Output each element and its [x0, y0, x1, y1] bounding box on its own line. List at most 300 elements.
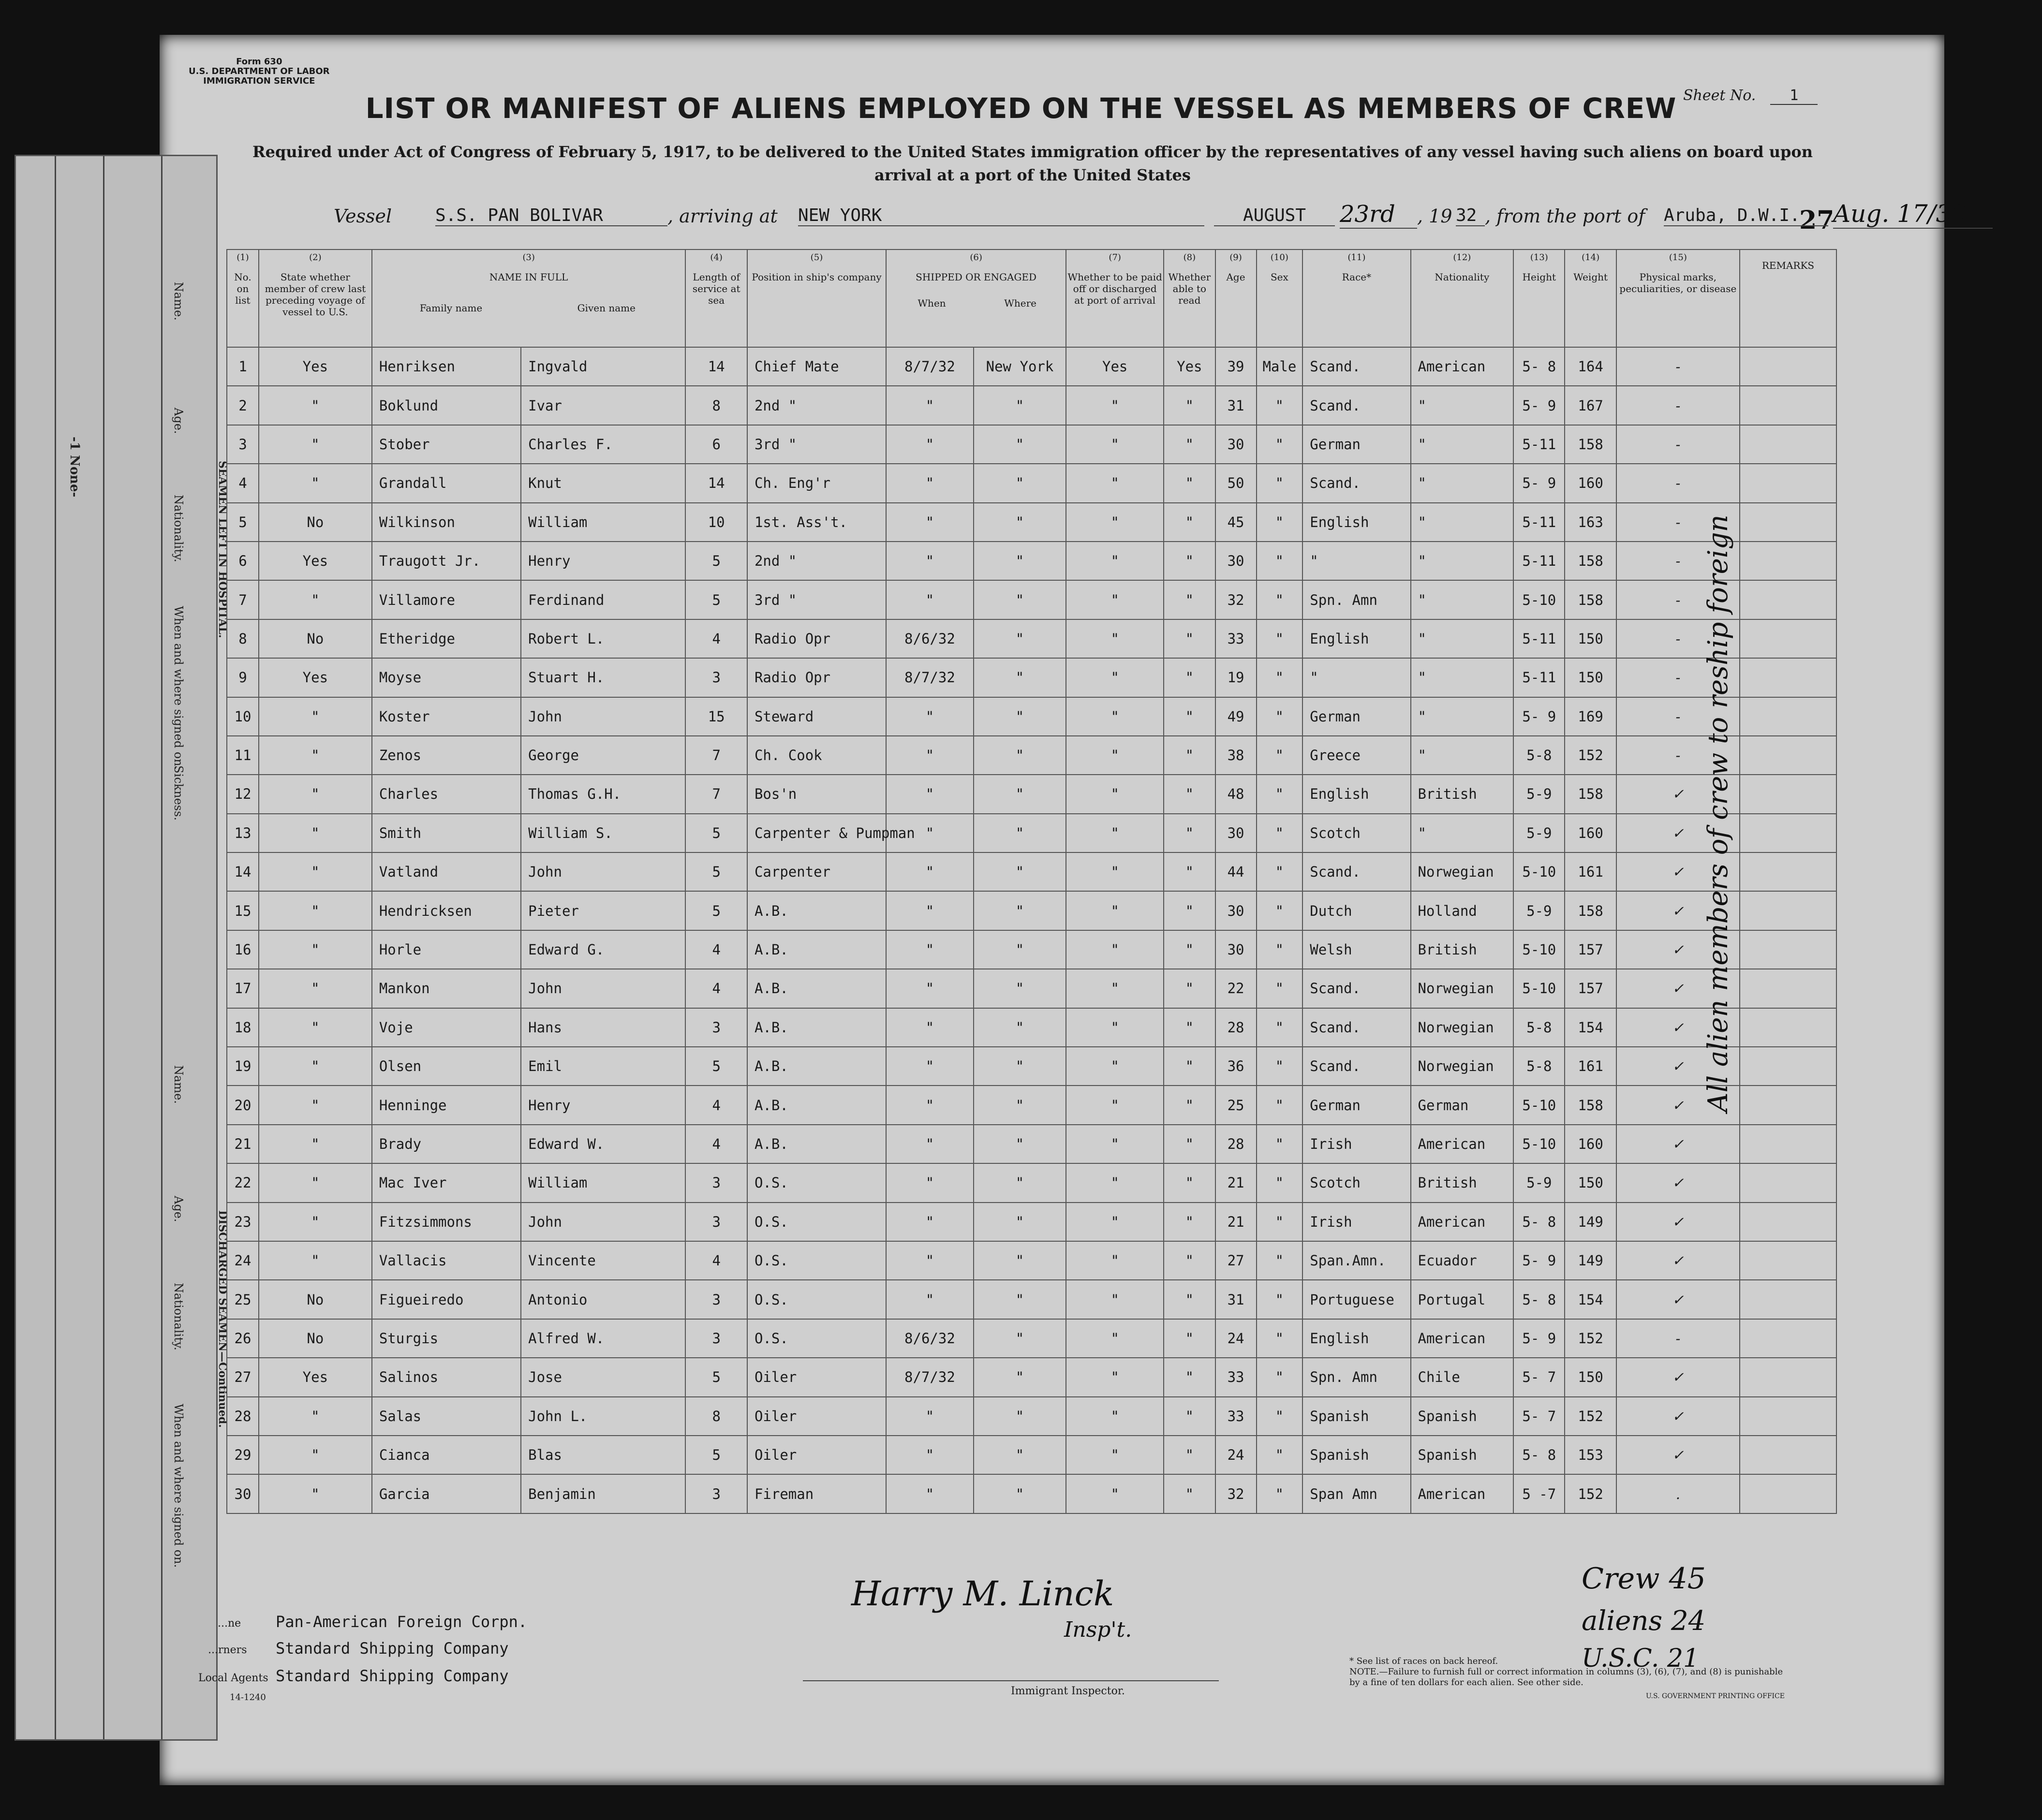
cell-shipped-where: " [974, 1436, 1066, 1474]
cell-family-name: Etheridge [372, 619, 521, 658]
cell-shipped-when: " [886, 1086, 974, 1124]
cell-sex: " [1257, 386, 1303, 425]
charterers-label: ...rners [208, 1644, 247, 1656]
cell-paid-off: Yes [1066, 347, 1164, 386]
cell-height: 5- 9 [1513, 697, 1565, 736]
cell-remarks [1740, 619, 1836, 658]
from-port-label: , from the port of [1485, 205, 1645, 227]
cell-shipped-when: 8/7/32 [886, 1358, 974, 1396]
cell-paid-off: " [1066, 1436, 1164, 1474]
fold-label-nationality: Nationality. [172, 495, 185, 562]
cell-age: 30 [1215, 425, 1257, 464]
cell-remarks [1740, 1474, 1836, 1513]
cell-given-name: Knut [521, 464, 685, 502]
cell-nationality: " [1411, 464, 1514, 502]
fold-label-name: Name. [172, 282, 185, 321]
cell-position: O.S. [747, 1319, 886, 1358]
table-row [227, 1203, 1836, 1241]
cell-age: 50 [1215, 464, 1257, 502]
cell-nationality: Norwegian [1411, 1008, 1514, 1047]
cell-position: O.S. [747, 1280, 886, 1319]
cell-physical-marks: - [1616, 464, 1740, 502]
cell-nationality: " [1411, 542, 1514, 580]
cell-weight: 158 [1565, 580, 1616, 619]
cell-row-number: 30 [227, 1474, 259, 1513]
cell-shipped-when: " [886, 425, 974, 464]
cell-paid-off: " [1066, 969, 1164, 1008]
cell-physical-marks: ✓ [1616, 1086, 1740, 1124]
cell-paid-off: " [1066, 1086, 1164, 1124]
cell-age: 30 [1215, 542, 1257, 580]
table-row [227, 1397, 1836, 1436]
cell-age: 31 [1215, 386, 1257, 425]
crew-manifest-table [226, 249, 1837, 1514]
cell-weight: 157 [1565, 969, 1616, 1008]
cell-given-name: Charles F. [521, 425, 685, 464]
cell-shipped-when: " [886, 1163, 974, 1202]
cell-remarks [1740, 814, 1836, 852]
cell-physical-marks: - [1616, 736, 1740, 775]
cell-able-to-read: " [1164, 1086, 1215, 1124]
cell-age: 19 [1215, 658, 1257, 697]
cell-position: Ch. Cook [747, 736, 886, 775]
cell-age: 21 [1215, 1203, 1257, 1241]
cell-nationality: " [1411, 619, 1514, 658]
cell-prev-voyage: " [259, 1163, 372, 1202]
cell-shipped-where: " [974, 619, 1066, 658]
cell-race: English [1302, 1319, 1410, 1358]
cell-length-of-service: 8 [685, 386, 747, 425]
col-shipped: (6) SHIPPED OR ENGAGED When Where [886, 250, 1066, 347]
cell-age: 21 [1215, 1163, 1257, 1202]
cell-family-name: Hendricksen [372, 891, 521, 930]
cell-nationality: Holland [1411, 891, 1514, 930]
cell-row-number: 23 [227, 1203, 259, 1241]
cell-age: 32 [1215, 580, 1257, 619]
cell-age: 27 [1215, 1241, 1257, 1280]
cell-prev-voyage: No [259, 619, 372, 658]
cell-shipped-when: 8/6/32 [886, 1319, 974, 1358]
cell-race: Scand. [1302, 852, 1410, 891]
cell-length-of-service: 5 [685, 580, 747, 619]
cell-shipped-when: " [886, 1125, 974, 1163]
cell-length-of-service: 5 [685, 852, 747, 891]
cell-able-to-read: " [1164, 1280, 1215, 1319]
cell-height: 5- 9 [1513, 1319, 1565, 1358]
cell-weight: 154 [1565, 1280, 1616, 1319]
cell-position: O.S. [747, 1203, 886, 1241]
cell-race: " [1302, 542, 1410, 580]
cell-row-number: 5 [227, 503, 259, 542]
cell-row-number: 6 [227, 542, 259, 580]
cell-length-of-service: 3 [685, 1008, 747, 1047]
cell-family-name: Salinos [372, 1358, 521, 1396]
cell-prev-voyage: No [259, 1319, 372, 1358]
cell-row-number: 8 [227, 619, 259, 658]
cell-shipped-when: " [886, 1203, 974, 1241]
cell-age: 38 [1215, 736, 1257, 775]
cell-sex: " [1257, 425, 1303, 464]
cell-prev-voyage: " [259, 736, 372, 775]
cell-remarks [1740, 1280, 1836, 1319]
cell-family-name: Grandall [372, 464, 521, 502]
cell-able-to-read: " [1164, 542, 1215, 580]
cell-family-name: Mac Iver [372, 1163, 521, 1202]
cell-shipped-where: " [974, 580, 1066, 619]
cell-position: A.B. [747, 891, 886, 930]
cell-shipped-where: " [974, 658, 1066, 697]
sheet-number-value: 1 [1770, 87, 1818, 105]
cell-sex: " [1257, 852, 1303, 891]
cell-able-to-read: " [1164, 1047, 1215, 1086]
cell-shipped-when: " [886, 580, 974, 619]
cell-shipped-when: " [886, 1436, 974, 1474]
cell-physical-marks: ✓ [1616, 814, 1740, 852]
col-position: (5) Position in ship's company [747, 250, 886, 347]
cell-prev-voyage: Yes [259, 1358, 372, 1396]
cell-shipped-where: " [974, 814, 1066, 852]
cell-shipped-when: " [886, 464, 974, 502]
col-read: (8) Whether able to read [1164, 250, 1215, 347]
cell-given-name: Alfred W. [521, 1319, 685, 1358]
table-row [227, 697, 1836, 736]
cell-weight: 150 [1565, 658, 1616, 697]
col-marks: (15) Physical marks, peculiarities, or disease [1616, 250, 1740, 347]
cell-able-to-read: " [1164, 697, 1215, 736]
cell-position: 2nd " [747, 542, 886, 580]
cell-remarks [1740, 697, 1836, 736]
cell-length-of-service: 4 [685, 1086, 747, 1124]
cell-able-to-read: " [1164, 1436, 1215, 1474]
cell-physical-marks: - [1616, 542, 1740, 580]
inspector-label: Immigrant Inspector. [1011, 1685, 1125, 1697]
cell-family-name: Figueiredo [372, 1280, 521, 1319]
cell-nationality: " [1411, 580, 1514, 619]
cell-shipped-where: " [974, 1163, 1066, 1202]
cell-nationality: American [1411, 1474, 1514, 1513]
cell-family-name: Henninge [372, 1086, 521, 1124]
cell-length-of-service: 4 [685, 1241, 747, 1280]
cell-row-number: 24 [227, 1241, 259, 1280]
cell-remarks [1740, 1397, 1836, 1436]
cell-remarks [1740, 503, 1836, 542]
cell-length-of-service: 4 [685, 1125, 747, 1163]
col-race: (11) Race* [1302, 250, 1410, 347]
cell-family-name: Vatland [372, 852, 521, 891]
departure-date: Aug. 17/32 [1833, 200, 1993, 229]
cell-physical-marks: ✓ [1616, 1008, 1740, 1047]
cell-age: 31 [1215, 1280, 1257, 1319]
cell-position: Oiler [747, 1358, 886, 1396]
cell-prev-voyage: " [259, 775, 372, 813]
cell-race: Spn. Amn [1302, 580, 1410, 619]
cell-age: 22 [1215, 969, 1257, 1008]
cell-able-to-read: " [1164, 464, 1215, 502]
cell-row-number: 25 [227, 1280, 259, 1319]
cell-family-name: Horle [372, 930, 521, 969]
cell-nationality: " [1411, 386, 1514, 425]
tally-crew: Crew 45 [1582, 1562, 1706, 1596]
cell-age: 49 [1215, 697, 1257, 736]
inspector-signature: Harry M. Linck [851, 1574, 1114, 1614]
cell-sex: " [1257, 1203, 1303, 1241]
table-row [227, 542, 1836, 580]
cell-sex: " [1257, 1280, 1303, 1319]
table-row [227, 1125, 1836, 1163]
cell-family-name: Boklund [372, 386, 521, 425]
cell-given-name: Edward G. [521, 930, 685, 969]
cell-row-number: 28 [227, 1397, 259, 1436]
cell-nationality: Norwegian [1411, 852, 1514, 891]
cell-nationality: Portugal [1411, 1280, 1514, 1319]
cell-weight: 152 [1565, 1397, 1616, 1436]
cell-row-number: 26 [227, 1319, 259, 1358]
cell-sex: " [1257, 1163, 1303, 1202]
cell-position: 1st. Ass't. [747, 503, 886, 542]
cell-weight: 163 [1565, 503, 1616, 542]
cell-family-name: Cianca [372, 1436, 521, 1474]
cell-height: 5-10 [1513, 1125, 1565, 1163]
cell-length-of-service: 14 [685, 347, 747, 386]
cell-nationality: American [1411, 347, 1514, 386]
cell-race: Scand. [1302, 1047, 1410, 1086]
col-height: (13) Height [1513, 250, 1565, 347]
table-row [227, 386, 1836, 425]
footnote [1349, 1656, 1785, 1702]
cell-row-number: 4 [227, 464, 259, 502]
cell-physical-marks: ✓ [1616, 1358, 1740, 1396]
cell-age: 28 [1215, 1008, 1257, 1047]
cell-able-to-read: " [1164, 775, 1215, 813]
cell-nationality: Norwegian [1411, 969, 1514, 1008]
cell-length-of-service: 14 [685, 464, 747, 502]
cell-prev-voyage: " [259, 969, 372, 1008]
cell-weight: 154 [1565, 1008, 1616, 1047]
fold-section-discharged: DISCHARGED SEAMEN—Continued. [216, 1210, 229, 1428]
cell-shipped-when: " [886, 736, 974, 775]
cell-row-number: 14 [227, 852, 259, 891]
cell-prev-voyage: " [259, 1436, 372, 1474]
cell-able-to-read: " [1164, 1241, 1215, 1280]
table-row [227, 969, 1836, 1008]
cell-sex: " [1257, 1241, 1303, 1280]
cell-shipped-when: " [886, 542, 974, 580]
cell-sex: " [1257, 1474, 1303, 1513]
table-row [227, 464, 1836, 502]
cell-sex: " [1257, 542, 1303, 580]
cell-shipped-where: " [974, 930, 1066, 969]
vessel-label: Vessel [334, 205, 392, 227]
cell-shipped-where: " [974, 1125, 1066, 1163]
cell-remarks [1740, 1436, 1836, 1474]
cell-height: 5-8 [1513, 1047, 1565, 1086]
cell-prev-voyage: " [259, 1203, 372, 1241]
cell-remarks [1740, 542, 1836, 580]
cell-physical-marks: ✓ [1616, 891, 1740, 930]
cell-able-to-read: " [1164, 1474, 1215, 1513]
cell-paid-off: " [1066, 1319, 1164, 1358]
cell-weight: 149 [1565, 1203, 1616, 1241]
cell-paid-off: " [1066, 736, 1164, 775]
form-service: IMMIGRATION SERVICE [203, 76, 315, 86]
cell-position: Oiler [747, 1397, 886, 1436]
cell-physical-marks: ✓ [1616, 969, 1740, 1008]
cell-able-to-read: " [1164, 425, 1215, 464]
cell-height: 5- 7 [1513, 1397, 1565, 1436]
cell-shipped-when: 8/7/32 [886, 658, 974, 697]
cell-family-name: Henriksen [372, 347, 521, 386]
cell-race: English [1302, 503, 1410, 542]
cell-height: 5-11 [1513, 503, 1565, 542]
cell-remarks [1740, 930, 1836, 969]
cell-remarks [1740, 1008, 1836, 1047]
cell-age: 48 [1215, 775, 1257, 813]
cell-remarks [1740, 775, 1836, 813]
cell-position: 2nd " [747, 386, 886, 425]
cell-sex: " [1257, 1358, 1303, 1396]
cell-height: 5-11 [1513, 425, 1565, 464]
cell-able-to-read: " [1164, 736, 1215, 775]
cell-race: Scotch [1302, 814, 1410, 852]
form-header [189, 57, 330, 86]
cell-race: English [1302, 619, 1410, 658]
fold-label-signed-on: When and where signed on. [172, 606, 185, 770]
cell-physical-marks: - [1616, 347, 1740, 386]
cell-row-number: 11 [227, 736, 259, 775]
cell-row-number: 19 [227, 1047, 259, 1086]
cell-shipped-where: " [974, 425, 1066, 464]
cell-shipped-where: " [974, 464, 1066, 502]
printer-credit: U.S. GOVERNMENT PRINTING OFFICE [1646, 1692, 1785, 1700]
cell-physical-marks: ✓ [1616, 852, 1740, 891]
cell-shipped-where: " [974, 1319, 1066, 1358]
cell-physical-marks: - [1616, 503, 1740, 542]
cell-shipped-when: " [886, 1280, 974, 1319]
cell-given-name: Jose [521, 1358, 685, 1396]
cell-shipped-where: " [974, 1241, 1066, 1280]
agents-name: Standard Shipping Company [276, 1667, 509, 1685]
cell-prev-voyage: No [259, 503, 372, 542]
cell-row-number: 12 [227, 775, 259, 813]
cell-prev-voyage: " [259, 697, 372, 736]
cell-shipped-when: " [886, 891, 974, 930]
cell-shipped-where: " [974, 1280, 1066, 1319]
voyage-line [252, 200, 1967, 230]
cell-family-name: Brady [372, 1125, 521, 1163]
cell-given-name: Henry [521, 542, 685, 580]
table-row [227, 1008, 1836, 1047]
cell-nationality: American [1411, 1319, 1514, 1358]
fold-label-sickness: Sickness. [172, 765, 185, 821]
cell-length-of-service: 7 [685, 736, 747, 775]
cell-sex: " [1257, 1397, 1303, 1436]
cell-age: 36 [1215, 1047, 1257, 1086]
cell-given-name: Robert L. [521, 619, 685, 658]
cell-shipped-when: " [886, 1241, 974, 1280]
owner-name: Pan-American Foreign Corpn. [276, 1613, 528, 1631]
cell-row-number: 16 [227, 930, 259, 969]
year-prefix: , 19 [1417, 205, 1452, 227]
col-weight: (14) Weight [1565, 250, 1616, 347]
cell-shipped-where: " [974, 1358, 1066, 1396]
cell-paid-off: " [1066, 697, 1164, 736]
col-no: (1) No. on list [227, 250, 259, 347]
cell-able-to-read: " [1164, 580, 1215, 619]
cell-weight: 167 [1565, 386, 1616, 425]
cell-able-to-read: Yes [1164, 347, 1215, 386]
cell-given-name: Blas [521, 1436, 685, 1474]
cell-race: Scand. [1302, 464, 1410, 502]
cell-shipped-when: 8/7/32 [886, 347, 974, 386]
col-age: (9) Age [1215, 250, 1257, 347]
cell-paid-off: " [1066, 1474, 1164, 1513]
table-row [227, 619, 1836, 658]
cell-height: 5-9 [1513, 775, 1565, 813]
cell-prev-voyage: " [259, 930, 372, 969]
table-row [227, 1280, 1836, 1319]
cell-height: 5- 9 [1513, 1241, 1565, 1280]
cell-paid-off: " [1066, 1280, 1164, 1319]
cell-position: A.B. [747, 1125, 886, 1163]
cell-sex: Male [1257, 347, 1303, 386]
cell-physical-marks: ✓ [1616, 1163, 1740, 1202]
cell-paid-off: " [1066, 814, 1164, 852]
cell-shipped-where: " [974, 503, 1066, 542]
table-header-row [227, 250, 1836, 347]
cell-position: O.S. [747, 1241, 886, 1280]
cell-sex: " [1257, 580, 1303, 619]
fold-section-hospital: SEAMEN LEFT IN HOSPITAL. [216, 461, 229, 638]
cell-given-name: Vincente [521, 1241, 685, 1280]
cell-family-name: Koster [372, 697, 521, 736]
inspector-title: Insp't. [1064, 1617, 1132, 1642]
cell-position: Steward [747, 697, 886, 736]
cell-physical-marks: - [1616, 1319, 1740, 1358]
cell-race: Spn. Amn [1302, 1358, 1410, 1396]
cell-race: Spanish [1302, 1397, 1410, 1436]
cell-height: 5- 8 [1513, 1436, 1565, 1474]
cell-prev-voyage: " [259, 464, 372, 502]
cell-age: 33 [1215, 1358, 1257, 1396]
cell-shipped-where: " [974, 1047, 1066, 1086]
cell-shipped-when: " [886, 969, 974, 1008]
arriving-label: , arriving at [667, 205, 778, 227]
cell-shipped-when: " [886, 1047, 974, 1086]
cell-position: A.B. [747, 969, 886, 1008]
cell-sex: " [1257, 1008, 1303, 1047]
cell-sex: " [1257, 775, 1303, 813]
cell-age: 30 [1215, 930, 1257, 969]
cell-height: 5- 8 [1513, 347, 1565, 386]
arrival-month: AUGUST [1214, 205, 1335, 226]
table-row [227, 1436, 1836, 1474]
cell-weight: 152 [1565, 1474, 1616, 1513]
cell-shipped-when: " [886, 814, 974, 852]
footnote-penalty: NOTE.—Failure to furnish full or correct information in columns (3), (6), (7), and (8) is punishable by a fine of ten dollars for each alien. See other side. [1349, 1667, 1783, 1688]
cell-given-name: Antonio [521, 1280, 685, 1319]
cell-remarks [1740, 1203, 1836, 1241]
cell-able-to-read: " [1164, 1358, 1215, 1396]
cell-remarks [1740, 347, 1836, 386]
cell-remarks [1740, 852, 1836, 891]
cell-nationality: Spanish [1411, 1436, 1514, 1474]
cell-height: 5- 7 [1513, 1358, 1565, 1396]
cell-weight: 158 [1565, 1086, 1616, 1124]
cell-physical-marks: ✓ [1616, 775, 1740, 813]
cell-prev-voyage: " [259, 1241, 372, 1280]
cell-paid-off: " [1066, 891, 1164, 930]
cell-prev-voyage: " [259, 891, 372, 930]
